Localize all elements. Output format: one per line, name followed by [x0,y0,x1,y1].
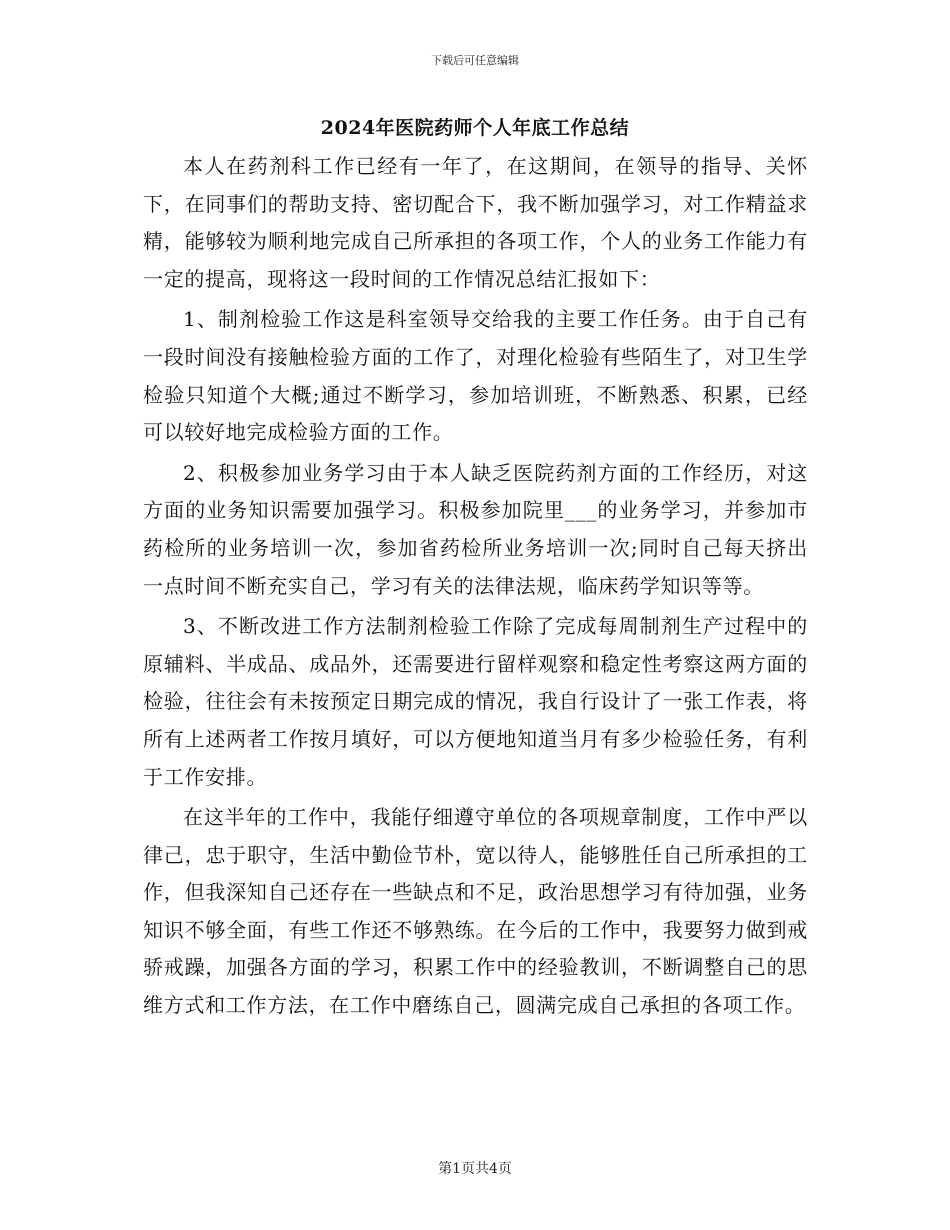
paragraph-item-2: 2、积极参加业务学习由于本人缺乏医院药剂方面的工作经历，对这方面的业务知识需要加强学习。积极参加院里___的业务学习，并参加市药检所的业务培训一次，参加省药检所业务培训一次;同时自己每天挤出一点时间不断充实自己，学习有关的法律法规，临床药学知识等等。 [143,460,808,598]
page-header-note: 下载后可任意编辑 [431,54,519,67]
document-body [143,148,808,1028]
paragraph-item-3: 3、不断改进工作方法制剂检验工作除了完成每周制剂生产过程中的原辅料、半成品、成品外，还需要进行留样观察和稳定性考察这两方面的检验，往往会有未按预定日期完成的情况，我自行设计了一张工作表，将所有上述两者工作按月填好，可以方便地知道当月有多少检验任务，有利于工作安排。 [143,614,808,789]
paragraph-conclusion: 在这半年的工作中，我能仔细遵守单位的各项规章制度，工作中严以律己，忠于职守，生活中勤俭节朴，宽以待人，能够胜任自己所承担的工作，但我深知自己还存在一些缺点和不足，政治思想学习有待加强，业务知识不够全面，有些工作还不够熟练。在今后的工作中，我要努力做到戒骄戒躁，加强各方面的学习，积累工作中的经验教训，不断调整自己的思维方式和工作方法，在工作中磨练自己，圆满完成自己承担的各项工作。 [143,805,808,1018]
document-title: 2024年医院药师个人年底工作总结 [320,117,630,139]
page-number-footer: 第1页共4页 [438,1161,512,1177]
paragraph-intro: 本人在药剂科工作已经有一年了，在这期间，在领导的指导、关怀下，在同事们的帮助支持、密切配合下，我不断加强学习，对工作精益求精，能够较为顺利地完成自己所承担的各项工作，个人的业务工作能力有一定的提高，现将这一段时间的工作情况总结汇报如下： [143,154,808,291]
paragraph-item-1: 1、制剂检验工作这是科室领导交给我的主要工作任务。由于自己有一段时间没有接触检验方面的工作了，对理化检验有些陌生了，对卫生学检验只知道个大概;通过不断学习，参加培训班，不断熟悉、积累，已经可以较好地完成检验方面的工作。 [143,307,808,445]
